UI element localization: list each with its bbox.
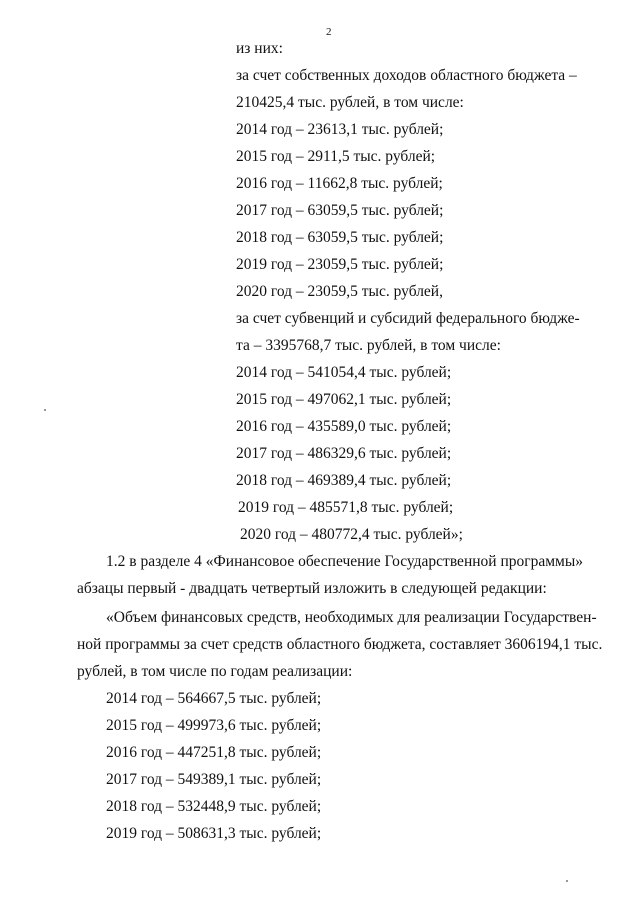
- federal-year-2018: 2018 год – 469389,4 тыс. рублей;: [236, 472, 452, 489]
- federal-year-2017: 2017 год – 486329,6 тыс. рублей;: [236, 445, 452, 462]
- federal-year-2015: 2015 год – 497062,1 тыс. рублей;: [236, 391, 452, 408]
- own-year-2015: 2015 год – 2911,5 тыс. рублей;: [236, 148, 436, 165]
- federal-year-2014: 2014 год – 541054,4 тыс. рублей;: [236, 364, 452, 381]
- total-year-2017: 2017 год – 549389,1 тыс. рублей;: [106, 771, 322, 788]
- quote-line-3: рублей, в том числе по годам реализации:: [77, 663, 353, 680]
- own-year-2017: 2017 год – 63059,5 тыс. рублей;: [236, 202, 444, 219]
- own-income-line: за счет собственных доходов областного бюджета –: [236, 67, 577, 84]
- total-year-2016: 2016 год – 447251,8 тыс. рублей;: [106, 744, 322, 761]
- own-year-2014: 2014 год – 23613,1 тыс. рублей;: [236, 121, 444, 138]
- federal-line-2: та – 3395768,7 тыс. рублей, в том числе:: [236, 337, 501, 354]
- section-line-2: абзацы первый - двадцать четвертый изложить в следующей редакции:: [77, 580, 547, 597]
- own-year-2018: 2018 год – 63059,5 тыс. рублей;: [236, 229, 444, 246]
- federal-year-2016: 2016 год – 435589,0 тыс. рублей;: [236, 418, 452, 435]
- section-line-1: 1.2 в разделе 4 «Финансовое обеспечение Государственной программы»: [106, 553, 584, 570]
- federal-line-1: за счет субвенций и субсидий федерального бюдже-: [236, 310, 580, 327]
- federal-year-2020: 2020 год – 480772,4 тыс. рублей»;: [240, 526, 463, 543]
- quote-line-2: ной программы за счет средств областного бюджета, составляет 3606194,1 тыс.: [77, 636, 603, 653]
- total-year-2018: 2018 год – 532448,9 тыс. рублей;: [106, 798, 322, 815]
- own-year-2020: 2020 год – 23059,5 тыс. рублей,: [236, 283, 443, 300]
- page-number: 2: [326, 26, 332, 38]
- federal-year-2019: 2019 год – 485571,8 тыс. рублей;: [238, 499, 454, 516]
- quote-line-1: «Объем финансовых средств, необходимых для реализации Государствен-: [106, 609, 597, 626]
- total-year-2014: 2014 год – 564667,5 тыс. рублей;: [106, 690, 322, 707]
- total-year-2015: 2015 год – 499973,6 тыс. рублей;: [106, 717, 322, 734]
- own-year-2019: 2019 год – 23059,5 тыс. рублей;: [236, 256, 444, 273]
- of-them-line: из них:: [236, 40, 283, 57]
- own-year-2016: 2016 год – 11662,8 тыс. рублей;: [236, 175, 443, 192]
- scan-speck: [44, 409, 46, 411]
- own-income-total-line: 210425,4 тыс. рублей, в том числе:: [236, 94, 464, 111]
- scan-speck: [566, 880, 568, 882]
- total-year-2019: 2019 год – 508631,3 тыс. рублей;: [106, 825, 322, 842]
